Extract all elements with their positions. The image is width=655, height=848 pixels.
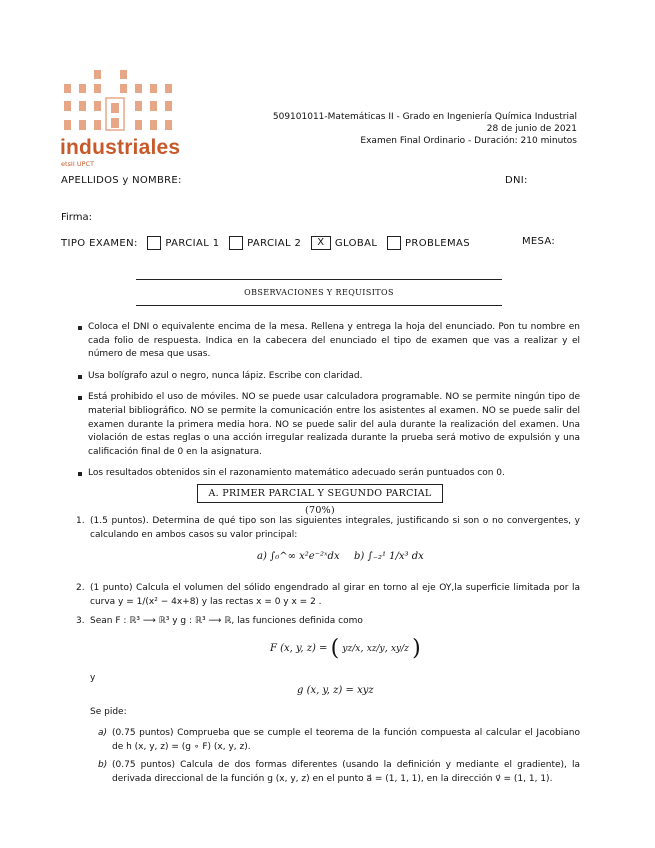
function-F-definition: F (x, y, z) = ( yz/x, xz/y, xy/z ) <box>270 636 421 661</box>
connector-y: y <box>90 673 96 683</box>
school-logo-building <box>62 70 182 138</box>
question-3 <box>76 615 580 629</box>
option-global-label: GLOBAL <box>334 238 378 249</box>
apellidos-label: APELLIDOS y NOMBRE: <box>61 175 182 186</box>
subquestion-a-text: (0.75 puntos) Comprueba que se cumple el teorema de la función compuesta al calcular el Jacobiano de h (x, y, z) = (g ∘ F) (x, y, z). <box>112 728 580 752</box>
observaciones-top-rule <box>136 279 502 280</box>
F-component-3: xy/z <box>390 643 409 654</box>
firma-label: Firma: <box>61 212 92 223</box>
list-item: Los resultados obtenidos sin el razonamiento matemático adecuado serán puntuados con 0. <box>78 467 580 481</box>
dni-label: DNI: <box>505 175 528 186</box>
checkbox-problemas[interactable] <box>387 236 401 250</box>
exam-date: 28 de junio de 2021 <box>486 124 577 134</box>
list-item: Usa bolígrafo azul o negro, nunca lápiz. Escribe con claridad. <box>78 370 580 384</box>
option-parcial-1-label: PARCIAL 1 <box>165 238 220 249</box>
option-problemas-label: PROBLEMAS <box>404 238 471 249</box>
question-number: 2. <box>76 583 85 593</box>
school-logo-text: industriales <box>60 136 181 159</box>
school-logo-subtitle: etsII UPCT <box>61 160 95 168</box>
function-F-lhs: F (x, y, z) = <box>270 643 328 654</box>
question-3-text: Sean F : ℝ³ ⟶ ℝ³ y g : ℝ³ ⟶ ℝ, las funciones definida como <box>90 616 363 626</box>
F-component-1: yz/x <box>342 643 361 654</box>
tipo-examen-row <box>61 236 470 250</box>
list-item: Coloca el DNI o equivalente encima de la mesa. Rellena y entrega la hoja del enunciado. Pon tu nombre en cada folio de respuesta. Indica en la cabecera del enunciado el tipo de examen que vas a realizar y el número de mesa que usas. <box>78 321 580 362</box>
integral-a: a) ∫₀^∞ x²e⁻²ˣdx <box>257 551 340 562</box>
question-1 <box>76 515 580 542</box>
subquestion-letter: a) <box>98 728 108 738</box>
subquestion-a <box>98 727 580 754</box>
function-g-definition: g (x, y, z) = xyz <box>297 685 374 696</box>
section-heading: A. PRIMER PARCIAL Y SEGUNDO PARCIAL (70%) <box>197 484 443 503</box>
mesa-label: MESA: <box>522 236 556 247</box>
checkbox-parcial-2[interactable] <box>229 236 243 250</box>
course-title: 509101011-Matemáticas II - Grado en Ingeniería Química Industrial <box>272 112 577 122</box>
observaciones-bottom-rule <box>136 305 502 306</box>
F-component-2: xz/y <box>366 643 385 654</box>
checkbox-parcial-1[interactable] <box>147 236 161 250</box>
question-number: 1. <box>76 516 85 526</box>
list-item: Está prohibido el uso de móviles. NO se puede usar calculadora programable. NO se permite ningún tipo de material bibliográfico. NO se permite la comunicación entre los asistentes al examen. NO se puede salir del examen durante la primera media hora. NO se puede salir del aula durante la realización del examen. Una violación de estas reglas o una acción irregular realizada durante la prueba será motivo de expulsión y una calificación final de 0 en la asignatura. <box>78 391 580 459</box>
tipo-examen-label: TIPO EXAMEN: <box>61 238 138 249</box>
question-2 <box>76 582 580 609</box>
exam-type-duration: Examen Final Ordinario - Duración: 210 minutos <box>360 136 577 146</box>
integral-b: b) ∫₋₂¹ 1/x³ dx <box>354 551 424 562</box>
subquestion-b-text: (0.75 puntos) Calcula de dos formas diferentes (usando la definición y mediante el gradiente), la derivada direccional de la función g (x, y, z) en el punto a⃗ = (1, 1, 1), en la dirección v⃗ = (1, 1, 1). <box>112 760 580 784</box>
question-1-text: (1.5 puntos). Determina de qué tipo son las siguientes integrales, justificando si son o no convergentes, y calculando en ambos casos su valor principal: <box>90 516 580 540</box>
checkbox-global[interactable]: X <box>311 236 331 250</box>
subquestion-letter: b) <box>98 760 108 770</box>
observaciones-title: OBSERVACIONES Y REQUISITOS <box>244 288 394 297</box>
observaciones-list <box>78 321 580 489</box>
se-pide-label: Se pide: <box>90 707 127 717</box>
subquestion-b <box>98 759 580 786</box>
option-parcial-2-label: PARCIAL 2 <box>247 238 302 249</box>
question-2-text: (1 punto) Calcula el volumen del sólido engendrado al girar en torno al eje OY,la superficie limitada por la curva y = 1/(x² − 4x+8) y las rectas x = 0 y x = 2 . <box>90 583 580 607</box>
question-number: 3. <box>76 616 85 626</box>
